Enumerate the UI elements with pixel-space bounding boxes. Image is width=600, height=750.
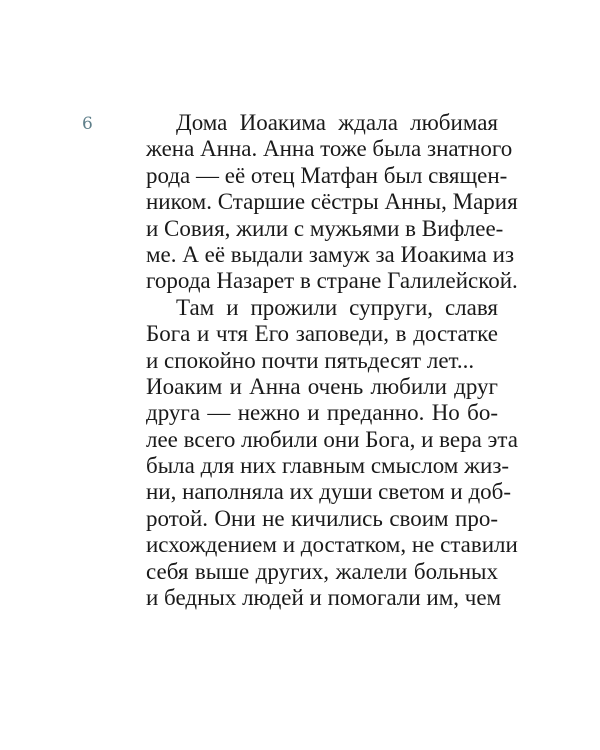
text-line-15: ни, наполняла их души светом и доб- xyxy=(146,479,512,505)
text-line-5: и Совия, жили с мужьями в Вифлее- xyxy=(146,215,504,241)
text-line-7: города Назарет в стране Галилейской. xyxy=(146,268,518,294)
text-line-4: ником. Старшие сёстры Анны, Мария xyxy=(146,189,518,215)
text-line-1: Дома Иоакима ждала любимая xyxy=(176,110,498,135)
body-text xyxy=(146,110,518,611)
text-line-3: рода — её отец Матфан был священ- xyxy=(146,162,508,188)
text-line-17: исхождением и достатком, не ставили xyxy=(146,532,518,558)
text-line-18: себя выше других, жалели больных xyxy=(146,558,498,584)
text-line-10: и спокойно почти пятьдесят лет... xyxy=(146,347,475,373)
text-line-12: друга — нежно и преданно. Но бо- xyxy=(146,400,498,426)
text-line-16: ротой. Они не кичились своим про- xyxy=(146,505,498,531)
text-line-8: Там и прожили супруги, славя xyxy=(176,294,498,320)
text-line-6: ме. А её выдали замуж за Иоакима из xyxy=(146,241,515,267)
text-line-19: и бедных людей и помогали им, чем xyxy=(146,585,502,611)
page-number: 6 xyxy=(82,114,93,134)
text-line-14: была для них главным смыслом жиз- xyxy=(146,453,510,479)
text-line-13: лее всего любили они Бога, и вера эта xyxy=(146,426,518,452)
text-line-11: Иоаким и Анна очень любили друг xyxy=(146,373,498,399)
text-line-2: жена Анна. Анна тоже была знатного xyxy=(146,136,513,162)
text-line-9: Бога и чтя Его заповеди, в достатке xyxy=(146,321,498,347)
